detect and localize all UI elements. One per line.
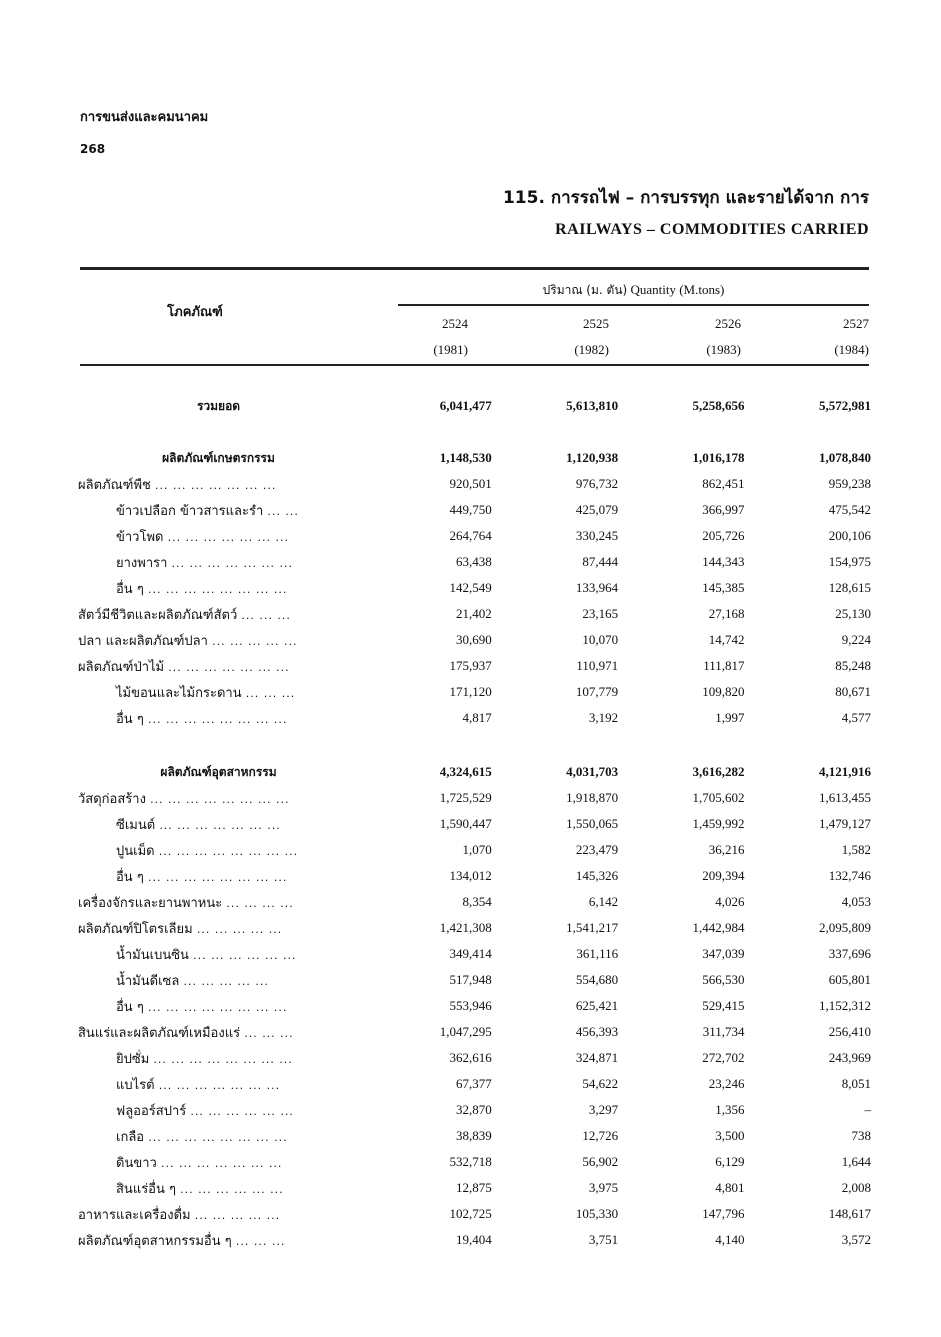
cell-1984: 9,224 bbox=[841, 632, 871, 647]
row-label bbox=[78, 915, 359, 941]
label-text: น้ำมันดีเซล bbox=[116, 973, 180, 989]
table-row-crops bbox=[78, 471, 871, 497]
cell-1984: 2,008 bbox=[841, 1180, 871, 1195]
cell-1983: 1,997 bbox=[715, 710, 745, 725]
label-text: ข้าวโพด bbox=[116, 529, 164, 545]
top-rule bbox=[80, 267, 869, 270]
cell-1981: 142,549 bbox=[449, 580, 492, 595]
cell-1981: 21,402 bbox=[455, 606, 492, 621]
cell-1982: 3,297 bbox=[588, 1102, 619, 1117]
label-text: สินแร่อื่น ๆ bbox=[116, 1181, 176, 1197]
cell-1984: 1,078,840 bbox=[819, 450, 871, 465]
cell-1981: 67,377 bbox=[455, 1076, 492, 1091]
label-text: สินแร่และผลิตภัณฑ์เหมืองแร่ bbox=[78, 1025, 241, 1041]
cell-1983: 27,168 bbox=[708, 606, 745, 621]
cell-1983: 311,734 bbox=[702, 1024, 745, 1039]
cell-1981: 349,414 bbox=[449, 946, 492, 961]
cell-1981: 32,870 bbox=[455, 1102, 492, 1117]
row-label bbox=[78, 1149, 359, 1175]
cell-1984: 4,121,916 bbox=[819, 764, 871, 779]
cell-1983: 3,616,282 bbox=[692, 764, 745, 779]
row-label bbox=[78, 627, 359, 653]
row-label bbox=[78, 941, 359, 967]
cell-1983: 566,530 bbox=[702, 972, 745, 987]
table-row-industry bbox=[78, 759, 871, 785]
leader-dots: ... ... ... ... ... ... ... bbox=[168, 660, 290, 674]
cell-1982: 145,326 bbox=[575, 868, 619, 883]
cell-1983: 347,039 bbox=[702, 946, 745, 961]
cell-1981: 4,817 bbox=[462, 710, 492, 725]
spacer-row bbox=[78, 419, 871, 445]
cell-1982: 110,971 bbox=[576, 658, 619, 673]
cell-1984: 25,130 bbox=[835, 606, 871, 621]
cell-1983: 36,216 bbox=[708, 842, 745, 857]
cell-1981: 8,354 bbox=[462, 894, 492, 909]
row-label: ผลิตภัณฑ์อุตสาหกรรม bbox=[160, 764, 277, 779]
label-text: ผลิตภัณฑ์ป่าไม้ bbox=[78, 659, 165, 675]
cell-1982: 324,871 bbox=[575, 1050, 619, 1065]
table-row-maize bbox=[78, 523, 871, 549]
table-title-english: RAILWAYS – COMMODITIES CARRIED bbox=[555, 221, 869, 238]
label-text: อาหารและเครื่องดื่ม bbox=[78, 1207, 191, 1223]
row-label bbox=[78, 523, 359, 549]
cell-1982: 976,732 bbox=[575, 476, 619, 491]
cell-1982: 1,541,217 bbox=[566, 920, 619, 935]
cell-1981: 1,725,529 bbox=[439, 790, 492, 805]
cell-1984: 337,696 bbox=[828, 946, 871, 961]
label-text: อื่น ๆ bbox=[116, 999, 144, 1015]
cell-1984: 4,577 bbox=[841, 710, 871, 725]
label-text: เกลือ bbox=[116, 1129, 145, 1145]
cell-1984: 200,106 bbox=[828, 528, 871, 543]
spacer-row bbox=[78, 731, 871, 759]
cell-1982: 3,192 bbox=[588, 710, 619, 725]
cell-1981: 532,718 bbox=[449, 1154, 492, 1169]
cell-1983: 14,742 bbox=[708, 632, 745, 647]
year-1983: (1983) bbox=[706, 342, 741, 357]
table-row-crops-other bbox=[78, 575, 871, 601]
cell-1983: 529,415 bbox=[702, 998, 745, 1013]
cell-1983: 6,129 bbox=[715, 1154, 745, 1169]
cell-1984: 1,644 bbox=[841, 1154, 871, 1169]
page-number: 268 bbox=[80, 142, 106, 156]
row-label: รวมยอด bbox=[196, 398, 241, 413]
cell-1982: 223,479 bbox=[575, 842, 619, 857]
cell-1984: 1,613,455 bbox=[819, 790, 871, 805]
label-text: ผลิตภัณฑ์พืช bbox=[78, 477, 151, 493]
leader-dots: ... ... ... ... ... ... ... ... bbox=[158, 844, 299, 858]
row-label bbox=[78, 575, 359, 601]
cell-1982: 361,116 bbox=[576, 946, 619, 961]
row-label: ผลิตภัณฑ์เกษตรกรรม bbox=[162, 450, 275, 465]
row-label bbox=[78, 679, 359, 705]
year-1984: (1984) bbox=[834, 342, 869, 357]
cell-1981: 517,948 bbox=[449, 972, 492, 987]
leader-dots: ... ... ... ... bbox=[226, 896, 294, 910]
quantity-label-english: Quantity (M.tons) bbox=[630, 282, 725, 297]
label-text: วัสดุก่อสร้าง bbox=[78, 791, 146, 807]
row-label bbox=[78, 1045, 359, 1071]
cell-1984: 959,238 bbox=[828, 476, 871, 491]
cell-1984: 738 bbox=[851, 1128, 871, 1143]
table-row-forest-other bbox=[78, 705, 871, 731]
label-text: ไม้ขอนและไม้กระดาน bbox=[116, 685, 242, 701]
cell-1982: 625,421 bbox=[575, 998, 619, 1013]
cell-1983: 1,442,984 bbox=[692, 920, 745, 935]
table-row-minerals-other bbox=[78, 1175, 871, 1201]
cell-1983: 862,451 bbox=[702, 476, 745, 491]
leader-dots: ... ... ... ... ... ... ... ... bbox=[147, 582, 288, 596]
leader-dots: ... ... ... bbox=[244, 1026, 294, 1040]
table-row-industry-other bbox=[78, 1227, 871, 1253]
year-2525: 2525 bbox=[583, 316, 609, 331]
label-text: ยางพารา bbox=[116, 555, 168, 571]
cell-1983: 1,705,602 bbox=[692, 790, 745, 805]
cell-1982: 105,330 bbox=[575, 1206, 619, 1221]
table-row-benzine bbox=[78, 941, 871, 967]
cell-1981: 175,937 bbox=[449, 658, 492, 673]
label-text: ฟลูออร์สปาร์ bbox=[116, 1103, 187, 1119]
table-row-construction-other bbox=[78, 863, 871, 889]
cell-1983: 3,500 bbox=[715, 1128, 745, 1143]
row-label bbox=[78, 837, 359, 863]
cell-1983: 4,140 bbox=[715, 1232, 745, 1247]
cell-1982: 87,444 bbox=[582, 554, 619, 569]
cell-1982: 133,964 bbox=[575, 580, 619, 595]
cell-1982: 10,070 bbox=[582, 632, 619, 647]
cell-1983: 209,394 bbox=[702, 868, 745, 883]
leader-dots: ... ... ... bbox=[245, 686, 296, 700]
cell-1984: 2,095,809 bbox=[819, 920, 871, 935]
cell-1982: 4,031,703 bbox=[566, 764, 619, 779]
leader-dots: ... ... ... ... ... bbox=[212, 634, 298, 648]
cell-1983: 4,026 bbox=[715, 894, 745, 909]
label-text: ดินขาว bbox=[116, 1155, 157, 1171]
cell-1983: 23,246 bbox=[708, 1076, 745, 1091]
table-row-cement bbox=[78, 811, 871, 837]
table-row-minerals bbox=[78, 1019, 871, 1045]
cell-1981: 1,047,295 bbox=[439, 1024, 492, 1039]
cell-1984: 243,969 bbox=[828, 1050, 871, 1065]
table-row-salt bbox=[78, 1123, 871, 1149]
table-row-rubber bbox=[78, 549, 871, 575]
table-row-diesel bbox=[78, 967, 871, 993]
section-title: การขนส่งและคมนาคม bbox=[80, 110, 209, 125]
table-row-barite bbox=[78, 1071, 871, 1097]
label-text: เครื่องจักรและยานพาหนะ bbox=[78, 895, 223, 911]
cell-1984: 154,975 bbox=[828, 554, 871, 569]
cell-1982: 1,120,938 bbox=[566, 450, 619, 465]
cell-1981: 63,438 bbox=[455, 554, 492, 569]
cell-1983: 205,726 bbox=[702, 528, 745, 543]
year-2527: 2527 bbox=[843, 316, 869, 331]
cell-1982: 1,918,870 bbox=[566, 790, 619, 805]
table-row-rice bbox=[78, 497, 871, 523]
row-label bbox=[78, 967, 359, 993]
row-label bbox=[78, 601, 359, 627]
cell-1981: 12,875 bbox=[455, 1180, 492, 1195]
cell-1983: 1,356 bbox=[715, 1102, 745, 1117]
row-label bbox=[78, 549, 359, 575]
year-2526: 2526 bbox=[715, 316, 741, 331]
cell-1982: 425,079 bbox=[575, 502, 619, 517]
cell-1982: 54,622 bbox=[582, 1076, 619, 1091]
leader-dots: ... ... ... ... ... ... ... ... bbox=[150, 792, 290, 806]
cell-1982: 3,975 bbox=[588, 1180, 619, 1195]
leader-dots: ... ... ... ... ... ... ... ... bbox=[147, 870, 288, 884]
leader-dots: ... ... bbox=[267, 504, 299, 518]
label-text: ข้าวเปลือก ข้าวสารและรำ bbox=[116, 503, 264, 519]
leader-dots: ... ... ... ... ... ... bbox=[193, 948, 297, 962]
leader-dots: ... ... ... ... ... ... ... bbox=[171, 556, 293, 570]
label-text: ปลา และผลิตภัณฑ์ปลา bbox=[78, 633, 208, 649]
cell-1983: 1,459,992 bbox=[692, 816, 745, 831]
leader-dots: ... ... ... ... ... ... ... ... bbox=[147, 712, 288, 726]
leader-dots: ... ... ... ... ... ... ... ... bbox=[153, 1052, 293, 1066]
cell-1981: 920,501 bbox=[449, 476, 492, 491]
label-text: อื่น ๆ bbox=[116, 869, 144, 885]
cell-1984: 1,152,312 bbox=[819, 998, 871, 1013]
row-label bbox=[78, 811, 359, 837]
row-label bbox=[78, 1227, 359, 1253]
row-label bbox=[78, 1071, 359, 1097]
leader-dots: ... ... ... ... ... ... ... ... bbox=[147, 1000, 288, 1014]
table-row-gypsum bbox=[78, 1045, 871, 1071]
label-text: อื่น ๆ bbox=[116, 581, 144, 597]
cell-1982: 456,393 bbox=[575, 1024, 619, 1039]
label-text: ผลิตภัณฑ์ปิโตรเลียม bbox=[78, 921, 193, 937]
label-text: อื่น ๆ bbox=[116, 711, 144, 727]
row-label bbox=[78, 889, 359, 915]
table-row-fluorspar bbox=[78, 1097, 871, 1123]
label-text: ผลิตภัณฑ์อุตสาหกรรมอื่น ๆ bbox=[78, 1233, 232, 1249]
leader-dots: ... ... ... ... ... ... ... ... bbox=[148, 1130, 288, 1144]
row-label bbox=[78, 1019, 359, 1045]
leader-dots: ... ... ... ... ... ... bbox=[180, 1182, 284, 1196]
table-row-clinker bbox=[78, 837, 871, 863]
cell-1981: 171,120 bbox=[449, 684, 492, 699]
cell-1983: 111,817 bbox=[703, 658, 745, 673]
cell-1984: 4,053 bbox=[841, 894, 871, 909]
cell-1981: 449,750 bbox=[449, 502, 492, 517]
cell-1981: 30,690 bbox=[455, 632, 492, 647]
cell-1982: 23,165 bbox=[582, 606, 619, 621]
cell-1983: 1,016,178 bbox=[692, 450, 745, 465]
leader-dots: ... ... ... ... ... ... ... bbox=[160, 1156, 283, 1170]
cell-1984: 128,615 bbox=[828, 580, 871, 595]
cell-1981: 553,946 bbox=[449, 998, 492, 1013]
label-text: ซีเมนต์ bbox=[116, 817, 156, 833]
table-row-kaolin bbox=[78, 1149, 871, 1175]
quantity-group-header bbox=[398, 281, 869, 300]
table-title-thai: 115. การรถไฟ – การบรรทุก และรายได้จาก การ bbox=[502, 188, 869, 208]
table-row-forest bbox=[78, 653, 871, 679]
quantity-label-thai: ปริมาณ (ม. ตัน) bbox=[542, 283, 628, 297]
commodities-table bbox=[78, 393, 871, 1253]
label-text: น้ำมันเบนซิน bbox=[116, 947, 189, 963]
cell-1982: 5,613,810 bbox=[566, 398, 619, 413]
leader-dots: ... ... ... ... ... bbox=[196, 922, 283, 936]
row-label bbox=[78, 471, 359, 497]
leader-dots: ... ... ... ... ... ... ... bbox=[154, 478, 277, 492]
row-label bbox=[78, 863, 359, 889]
cell-1982: 12,726 bbox=[582, 1128, 619, 1143]
leader-dots: ... ... ... ... ... ... ... bbox=[159, 818, 281, 832]
cell-1981: 6,041,477 bbox=[439, 398, 492, 413]
row-label bbox=[78, 1123, 359, 1149]
cell-1981: 19,404 bbox=[455, 1232, 492, 1247]
cell-1983: 147,796 bbox=[702, 1206, 745, 1221]
cell-1983: 4,801 bbox=[715, 1180, 745, 1195]
cell-1981: 102,725 bbox=[449, 1206, 492, 1221]
row-label bbox=[78, 653, 359, 679]
cell-1984: 256,410 bbox=[828, 1024, 871, 1039]
cell-1982: 107,779 bbox=[575, 684, 619, 699]
cell-1984: 148,617 bbox=[828, 1206, 871, 1221]
cell-1984: 85,248 bbox=[835, 658, 871, 673]
cell-1984: 475,542 bbox=[828, 502, 871, 517]
row-label bbox=[78, 1097, 359, 1123]
cell-1983: 5,258,656 bbox=[692, 398, 745, 413]
cell-1982: 56,902 bbox=[582, 1154, 619, 1169]
cell-1984: 132,746 bbox=[828, 868, 871, 883]
cell-1984: 8,051 bbox=[841, 1076, 871, 1091]
leader-dots: ... ... ... bbox=[235, 1234, 286, 1248]
row-label bbox=[78, 1175, 359, 1201]
cell-1983: 145,385 bbox=[702, 580, 745, 595]
cell-1983: 109,820 bbox=[702, 684, 745, 699]
leader-dots: ... ... ... ... ... ... bbox=[190, 1104, 294, 1118]
table-row-logs bbox=[78, 679, 871, 705]
table-row-total bbox=[78, 393, 871, 419]
cell-1981: 4,324,615 bbox=[439, 764, 492, 779]
label-text: ปูนเม็ด bbox=[116, 843, 155, 859]
label-text: แบไรต์ bbox=[116, 1077, 155, 1093]
row-label bbox=[78, 993, 359, 1019]
table-row-petroleum bbox=[78, 915, 871, 941]
group-rule bbox=[398, 304, 869, 306]
row-label bbox=[78, 705, 359, 731]
cell-1981: 1,148,530 bbox=[439, 450, 492, 465]
cell-1983: 144,343 bbox=[702, 554, 745, 569]
table-row-machinery bbox=[78, 889, 871, 915]
cell-1981: 1,070 bbox=[462, 842, 492, 857]
cell-1981: 1,421,308 bbox=[439, 920, 492, 935]
cell-1984: 605,801 bbox=[828, 972, 871, 987]
label-text: สัตว์มีชีวิตและผลิตภัณฑ์สัตว์ bbox=[78, 607, 238, 623]
leader-dots: ... ... ... ... ... ... ... bbox=[158, 1078, 281, 1092]
cell-1984: 1,479,127 bbox=[819, 816, 871, 831]
row-label bbox=[78, 1201, 359, 1227]
cell-1982: 330,245 bbox=[575, 528, 619, 543]
cell-1981: 1,590,447 bbox=[439, 816, 492, 831]
leader-dots: ... ... ... ... ... ... ... bbox=[167, 530, 290, 544]
header-bottom-rule bbox=[80, 364, 869, 366]
cell-1982: 1,550,065 bbox=[566, 816, 619, 831]
cell-1981: 134,012 bbox=[449, 868, 492, 883]
cell-1984: 5,572,981 bbox=[819, 398, 871, 413]
year-1981: (1981) bbox=[433, 342, 468, 357]
table-row-construction bbox=[78, 785, 871, 811]
cell-1983: 272,702 bbox=[702, 1050, 745, 1065]
table-row-fish bbox=[78, 627, 871, 653]
leader-dots: ... ... ... ... ... bbox=[183, 974, 269, 988]
table-row-agriculture bbox=[78, 445, 871, 471]
cell-1982: 6,142 bbox=[588, 894, 619, 909]
year-2524: 2524 bbox=[442, 316, 468, 331]
table-row-petroleum-other bbox=[78, 993, 871, 1019]
cell-1981: 38,839 bbox=[455, 1128, 492, 1143]
cell-1984: 80,671 bbox=[835, 684, 871, 699]
leader-dots: ... ... ... bbox=[241, 608, 291, 622]
cell-1984: 1,582 bbox=[841, 842, 871, 857]
year-1982: (1982) bbox=[574, 342, 609, 357]
table-row-food bbox=[78, 1201, 871, 1227]
cell-1982: 3,751 bbox=[588, 1232, 619, 1247]
cell-1981: 362,616 bbox=[449, 1050, 492, 1065]
row-label bbox=[78, 497, 359, 523]
table-row-livestock bbox=[78, 601, 871, 627]
cell-1983: 366,997 bbox=[702, 502, 745, 517]
cell-1982: 554,680 bbox=[575, 972, 619, 987]
cell-1984: – bbox=[864, 1102, 871, 1117]
cell-1984: 3,572 bbox=[841, 1232, 871, 1247]
row-label bbox=[78, 785, 359, 811]
commodity-column-header: โภคภัณฑ์ bbox=[167, 305, 223, 320]
label-text: ยิปซั่ม bbox=[116, 1051, 150, 1067]
cell-1981: 264,764 bbox=[449, 528, 492, 543]
leader-dots: ... ... ... ... ... bbox=[194, 1208, 281, 1222]
